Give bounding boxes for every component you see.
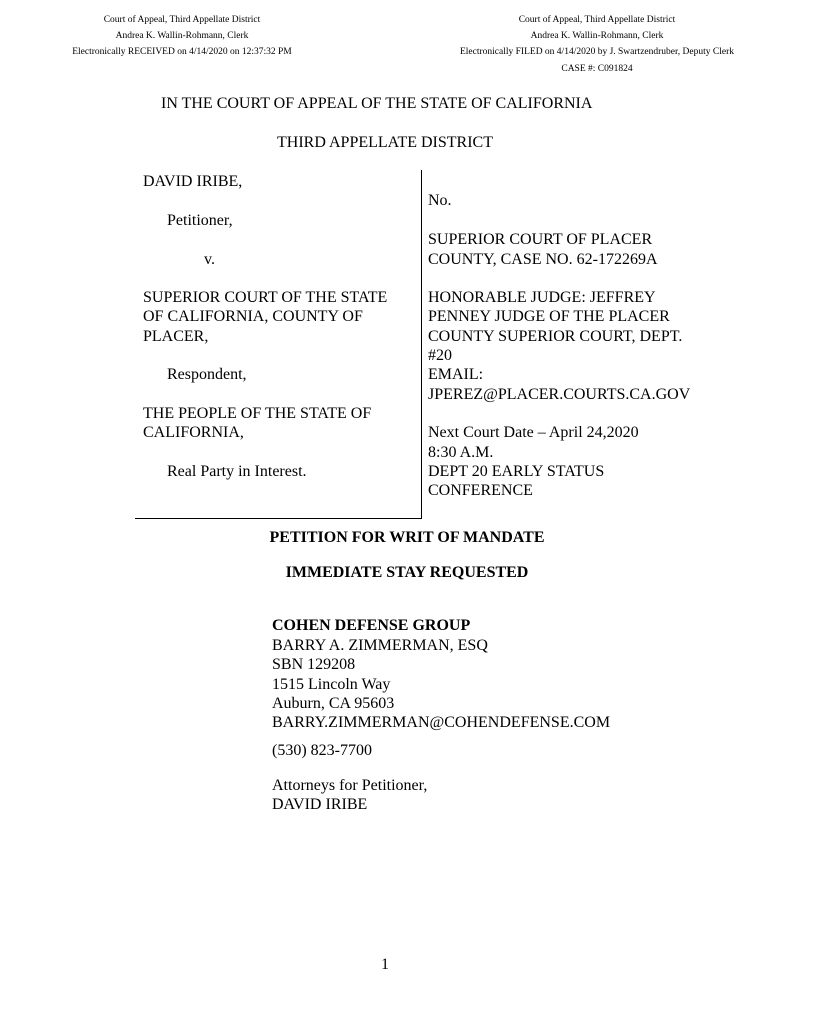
judge-line: #20	[428, 347, 452, 364]
stamp-line: Electronically RECEIVED on 4/14/2020 on 12:37:32 PM	[72, 47, 292, 57]
stamp-line: Andrea K. Wallin-Rohmann, Clerk	[115, 31, 249, 41]
district-title: THIRD APPELLATE DISTRICT	[277, 134, 493, 151]
judge-email: JPEREZ@PLACER.COURTS.CA.GOV	[428, 386, 691, 403]
stamp-line: Court of Appeal, Third Appellate District	[518, 15, 676, 25]
counsel-line: BARRY A. ZIMMERMAN, ESQ	[272, 637, 488, 654]
superior-court-line: SUPERIOR COURT OF PLACER	[428, 231, 653, 248]
caption-horizontal-rule	[135, 518, 422, 519]
judge-line: COUNTY SUPERIOR COURT, DEPT.	[428, 328, 683, 345]
case-number-stamp: CASE #: C091824	[561, 64, 633, 74]
petitioner-name: DAVID IRIBE,	[143, 173, 243, 190]
page-number: 1	[381, 956, 389, 973]
real-party-line: CALIFORNIA,	[143, 424, 244, 441]
email-label: EMAIL:	[428, 366, 484, 383]
superior-court-line: COUNTY, CASE NO. 62-172269A	[428, 251, 658, 268]
stamp-line: Electronically FILED on 4/14/2020 by J. Swartzendruber, Deputy Clerk	[459, 47, 734, 57]
real-party-line: THE PEOPLE OF THE STATE OF	[143, 405, 372, 422]
respondent-line: SUPERIOR COURT OF THE STATE	[143, 289, 388, 306]
case-no-label: No.	[428, 192, 452, 209]
next-date-line: 8:30 A.M.	[428, 444, 494, 461]
petition-title: PETITION FOR WRIT OF MANDATE	[269, 529, 545, 546]
counsel-email: BARRY.ZIMMERMAN@COHENDEFENSE.COM	[272, 714, 611, 731]
respondent-line: OF CALIFORNIA, COUNTY OF	[143, 308, 363, 325]
counsel-line: 1515 Lincoln Way	[272, 676, 391, 693]
respondent-role: Respondent,	[167, 366, 247, 383]
received-stamp	[40, 12, 324, 60]
petitioner-role: Petitioner,	[167, 212, 233, 229]
respondent-line: PLACER,	[143, 328, 209, 345]
stay-title: IMMEDIATE STAY REQUESTED	[285, 564, 529, 581]
next-date-line: CONFERENCE	[428, 482, 533, 499]
client-name: DAVID IRIBE	[272, 796, 368, 813]
stamp-line: Court of Appeal, Third Appellate District	[103, 15, 261, 25]
court-title: IN THE COURT OF APPEAL OF THE STATE OF CALIFORNIA	[161, 95, 593, 112]
real-party-role: Real Party in Interest.	[167, 463, 307, 480]
counsel-line: SBN 129208	[272, 656, 356, 673]
next-date-line: Next Court Date – April 24,2020	[428, 424, 639, 441]
judge-line: HONORABLE JUDGE: JEFFREY	[428, 289, 656, 306]
versus-label: v.	[204, 251, 215, 268]
counsel-phone: (530) 823-7700	[272, 742, 372, 759]
stamp-line: Andrea K. Wallin-Rohmann, Clerk	[530, 31, 664, 41]
next-date-line: DEPT 20 EARLY STATUS	[428, 463, 605, 480]
counsel-line: Auburn, CA 95603	[272, 695, 395, 712]
judge-line: PENNEY JUDGE OF THE PLACER	[428, 308, 670, 325]
caption-vertical-rule	[421, 170, 422, 518]
filed-stamp	[430, 12, 764, 60]
firm-name: COHEN DEFENSE GROUP	[272, 617, 471, 634]
attorneys-for: Attorneys for Petitioner,	[272, 777, 428, 794]
